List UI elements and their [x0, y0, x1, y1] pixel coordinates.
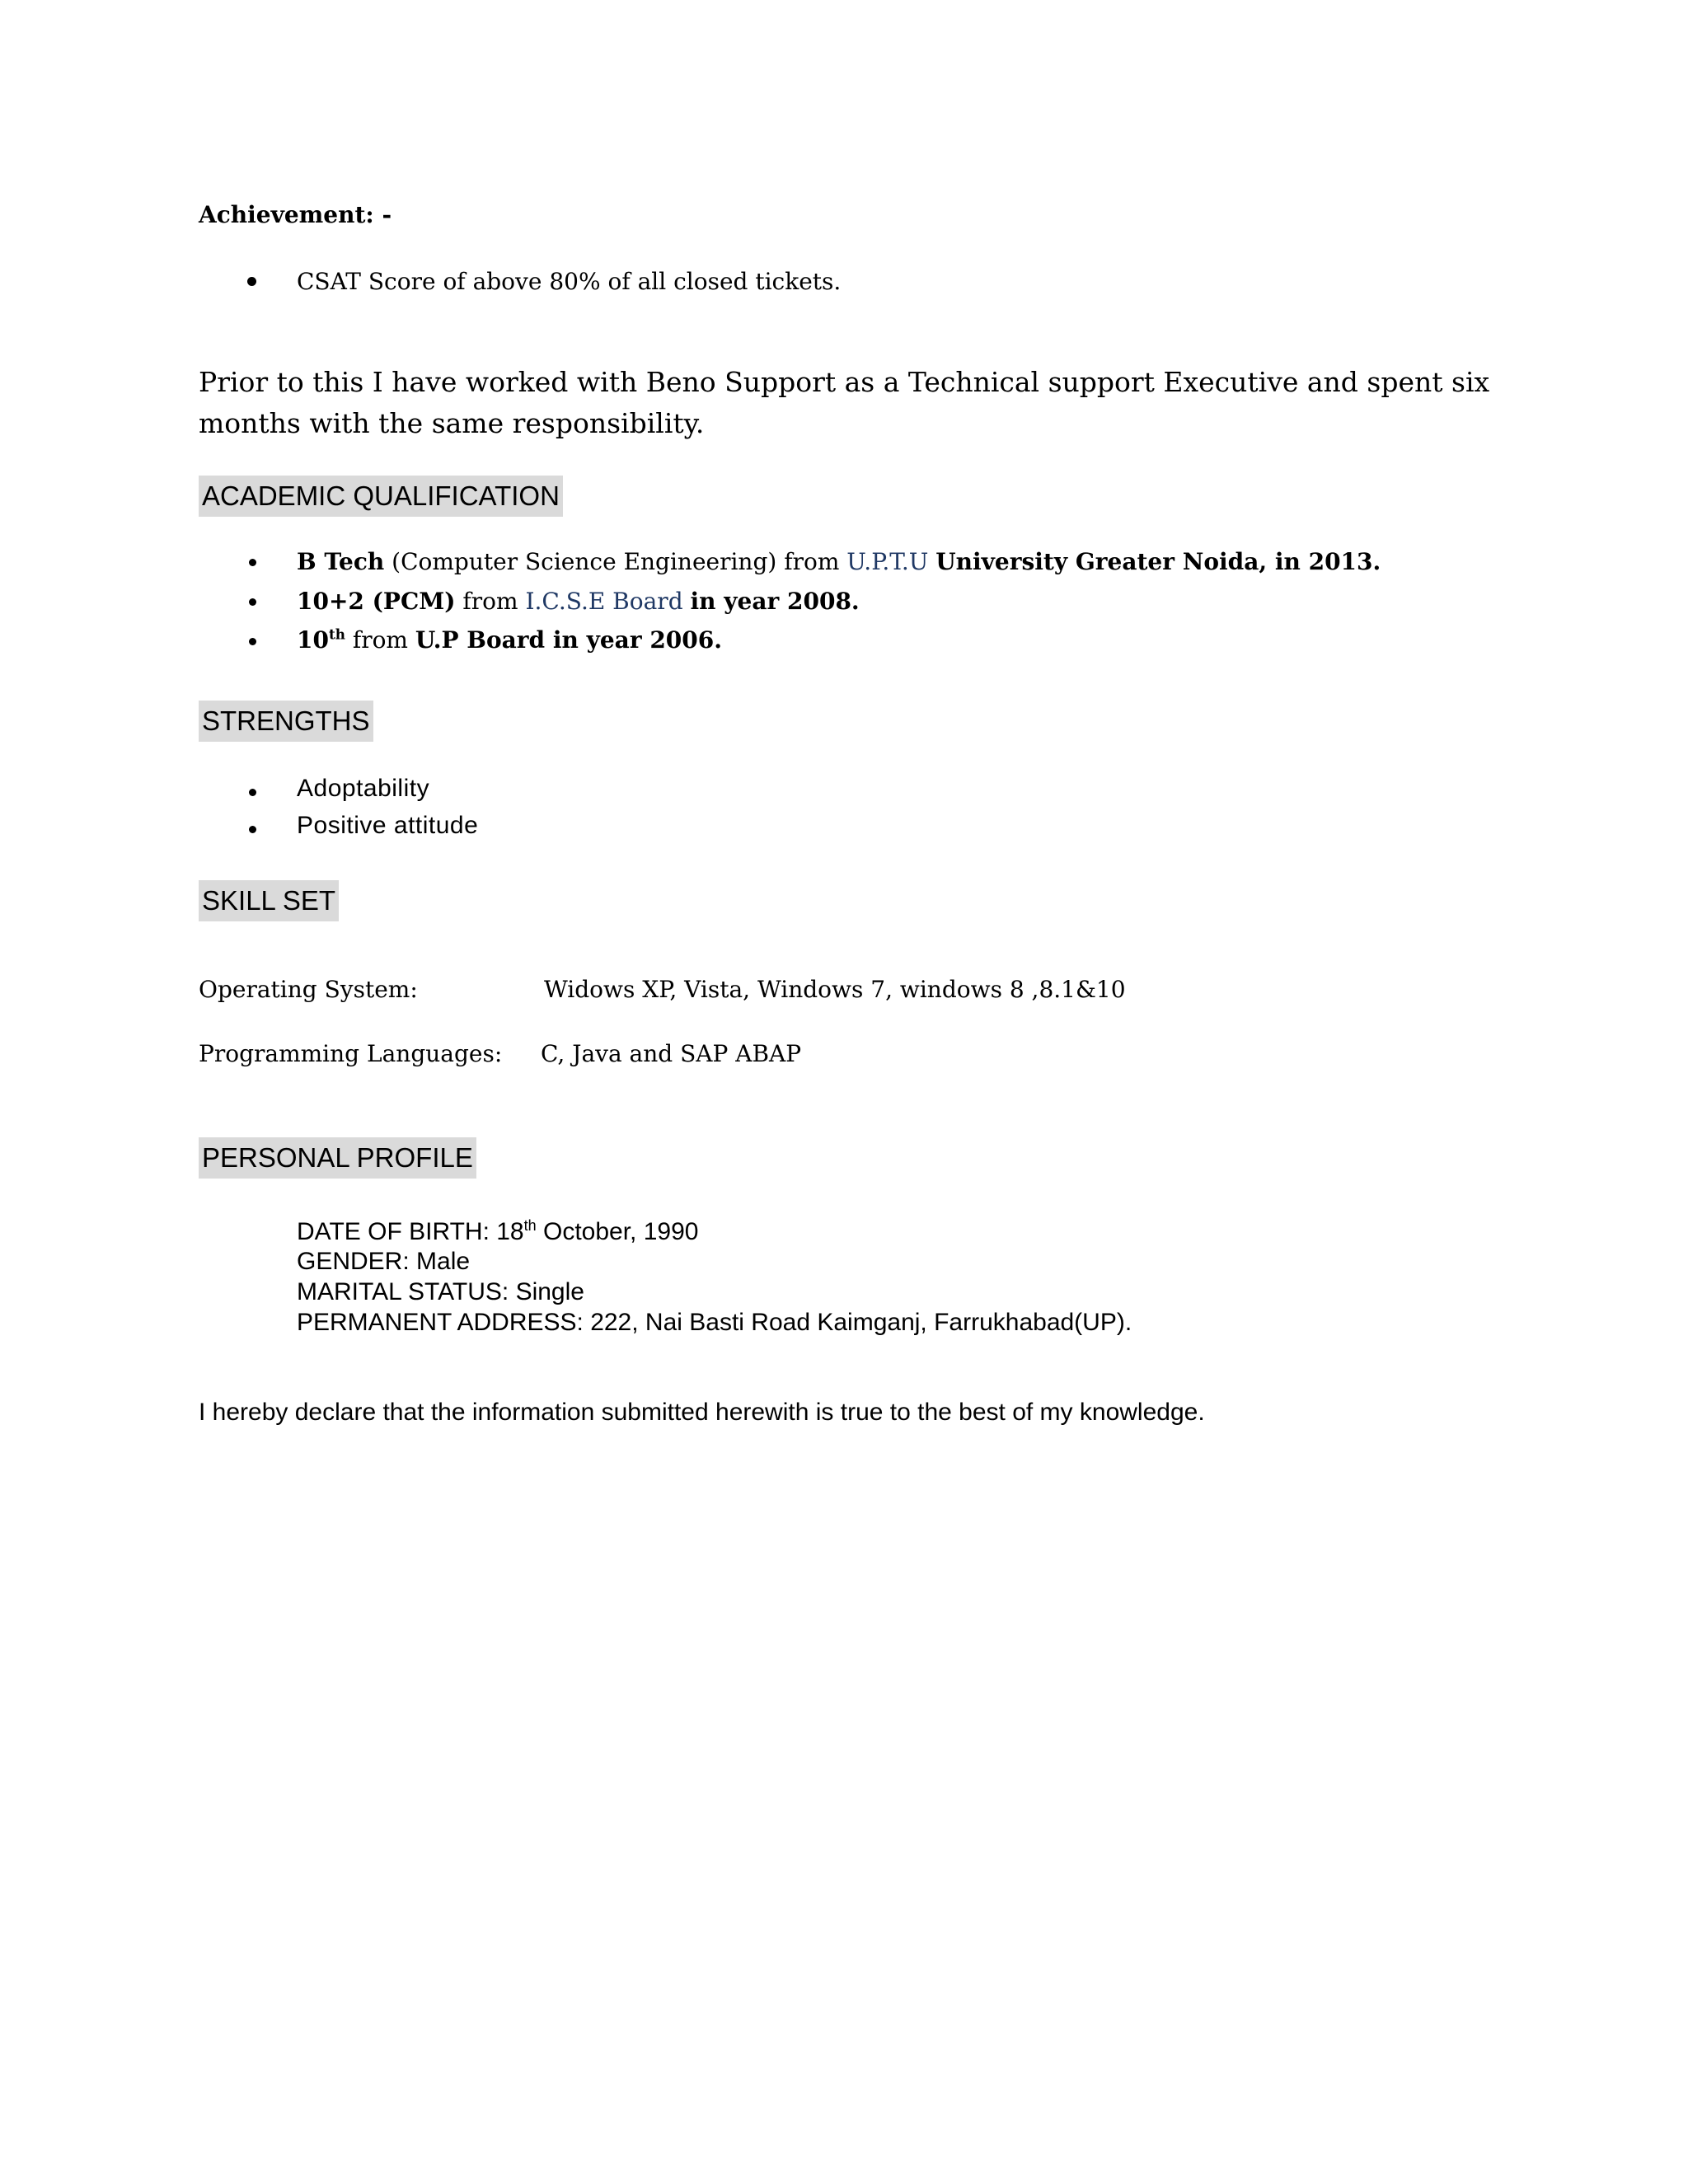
tenth-rest: U.P Board in year 2006. [415, 626, 722, 654]
programming-label: Programming Languages: [199, 1040, 503, 1067]
academic-item-plus-two [297, 588, 860, 615]
prior-experience-line-1: Prior to this I have worked with Beno Support as a Technical support Executive and spent six [199, 366, 1490, 398]
bullet-icon [249, 789, 256, 796]
dob-day: 18 [496, 1218, 524, 1245]
btech-field: (Computer Science Engineering) [392, 548, 777, 575]
plus-two-rest: in year 2008. [690, 588, 860, 615]
dob-label: DATE OF BIRTH: [297, 1218, 490, 1245]
academic-heading: ACADEMIC QUALIFICATION [199, 476, 563, 517]
bullet-icon [249, 826, 256, 833]
academic-item-tenth [297, 626, 722, 654]
programming-value: C, Java and SAP ABAP [541, 1040, 802, 1067]
bullet-icon [249, 638, 256, 645]
tenth-from: from [352, 626, 408, 654]
dob-sup: th [523, 1217, 537, 1234]
strength-item: Positive attitude [297, 812, 479, 839]
permanent-address: PERMANENT ADDRESS: 222, Nai Basti Road Kaimganj, Farrukhabad(UP). [297, 1309, 1132, 1336]
tenth-sup: th [328, 626, 345, 643]
academic-item-btech [297, 548, 1381, 575]
bullet-icon [249, 598, 256, 606]
achievement-item: CSAT Score of above 80% of all closed tickets. [297, 268, 842, 295]
btech-rest: University Greater Noida, in 2013. [935, 548, 1381, 575]
bullet-icon [249, 559, 256, 566]
os-value: Widows XP, Vista, Windows 7, windows 8 ,8.1&10 [544, 976, 1126, 1003]
marital-status: MARITAL STATUS: Single [297, 1278, 584, 1305]
plus-two-from: from [462, 588, 518, 615]
strength-item: Adoptability [297, 775, 430, 802]
declaration: I hereby declare that the information submitted herewith is true to the best of my knowledge. [199, 1399, 1205, 1426]
btech-degree: B Tech [297, 548, 385, 575]
skill-set-heading: SKILL SET [199, 880, 339, 921]
btech-from: from [784, 548, 840, 575]
plus-two-board: I.C.S.E Board [525, 588, 683, 615]
personal-profile-heading: PERSONAL PROFILE [199, 1137, 476, 1179]
btech-institution: U.P.T.U [846, 548, 929, 575]
tenth-degree: 10 [297, 626, 329, 654]
os-label: Operating System: [199, 976, 418, 1003]
bullet-icon [247, 277, 256, 286]
plus-two-degree: 10+2 (PCM) [297, 588, 456, 615]
gender: GENDER: Male [297, 1248, 471, 1275]
date-of-birth [297, 1218, 698, 1246]
prior-experience-line-2: months with the same responsibility. [199, 407, 705, 439]
strengths-heading: STRENGTHS [199, 701, 373, 742]
dob-rest: October, 1990 [542, 1218, 699, 1245]
achievement-heading: Achievement: - [199, 201, 392, 228]
